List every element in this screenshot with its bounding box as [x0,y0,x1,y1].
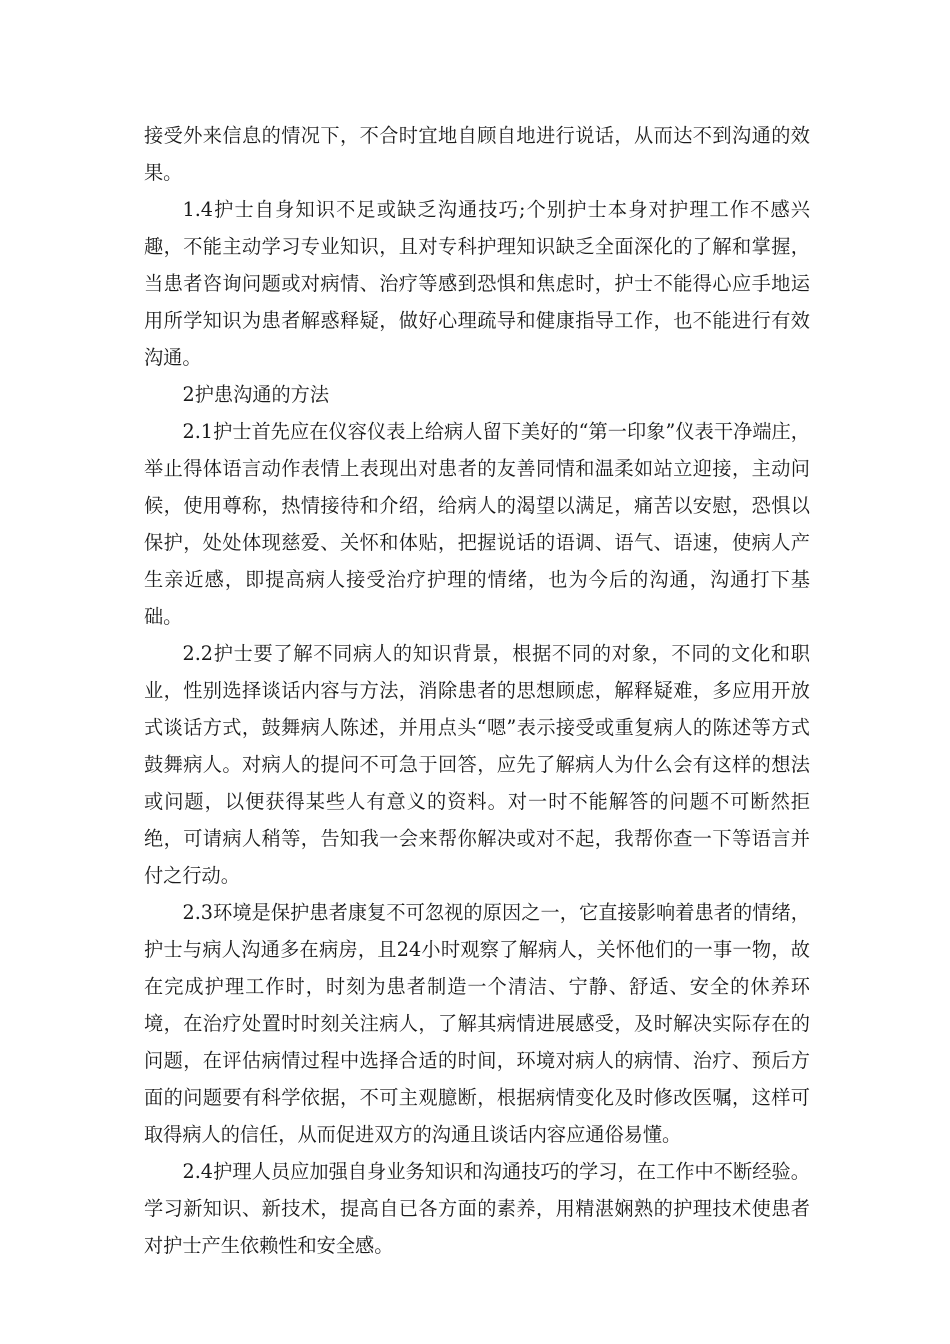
document-body [144,117,810,1264]
paragraph-continuation: 接受外来信息的情况下，不合时宜地自顾自地进行说话，从而达不到沟通的效果。 [144,124,810,184]
paragraph-2-1: 2.1护士首先应在仪容仪表上给病人留下美好的“第一印象”仪表干净端庄，举止得体语言动作表情上表现出对患者的友善同情和温柔如站立迎接，主动问候，使用尊称，热情接待和介绍，给病人的渴望以满足，痛苦以安慰，恐惧以保护，处处体现慈爱、关怀和体贴，把握说话的语调、语气、语速，使病人产生亲近感，即提高病人接受治疗护理的情绪，也为今后的沟通，沟通打下基础。 [144,420,810,628]
paragraph-2-4: 2.4护理人员应加强自身业务知识和沟通技巧的学习，在工作中不断经验。学习新知识、新技术，提高自已各方面的素养，用精湛娴熟的护理技术使患者对护士产生依赖性和安全感。 [144,1160,810,1257]
paragraph-1-4: 1.4护士自身知识不足或缺乏沟通技巧;个别护士本身对护理工作不感兴趣，不能主动学习专业知识，且对专科护理知识缺乏全面深化的了解和掌握，当患者咨询问题或对病情、治疗等感到恐惧和焦虑时，护士不能得心应手地运用所学知识为患者解惑释疑，做好心理疏导和健康指导工作，也不能进行有效沟通。 [144,198,810,369]
paragraph-2-3: 2.3环境是保护患者康复不可忽视的原因之一，它直接影响着患者的情绪，护士与病人沟通多在病房，且24小时观察了解病人，关怀他们的一事一物，故在完成护理工作时，时刻为患者制造一个清洁、宁静、舒适、安全的休养环境，在治疗处置时时刻关注病人，了解其病情进展感受，及时解决实际存在的问题，在评估病情过程中选择合适的时间，环境对病人的病情、治疗、预后方面的问题要有科学依据，不可主观臆断，根据病情变化及时修改医嘱，这样可取得病人的信任，从而促进双方的沟通且谈话内容应通俗易懂。 [144,901,810,1146]
section-heading-2: 2护患沟通的方法 [182,383,330,406]
paragraph-2-2: 2.2护士要了解不同病人的知识背景，根据不同的对象，不同的文化和职业，性别选择谈话内容与方法，消除患者的思想顾虑，解释疑难，多应用开放式谈话方式，鼓舞病人陈述，并用点头“嗯”表示接受或重复病人的陈述等方式鼓舞病人。对病人的提问不可急于回答，应先了解病人为什么会有这样的想法或问题，以便获得某些人有意义的资料。对一时不能解答的问题不可断然拒绝，可请病人稍等，告知我一会来帮你解决或对不起，我帮你查一下等语言并付之行动。 [144,642,810,887]
